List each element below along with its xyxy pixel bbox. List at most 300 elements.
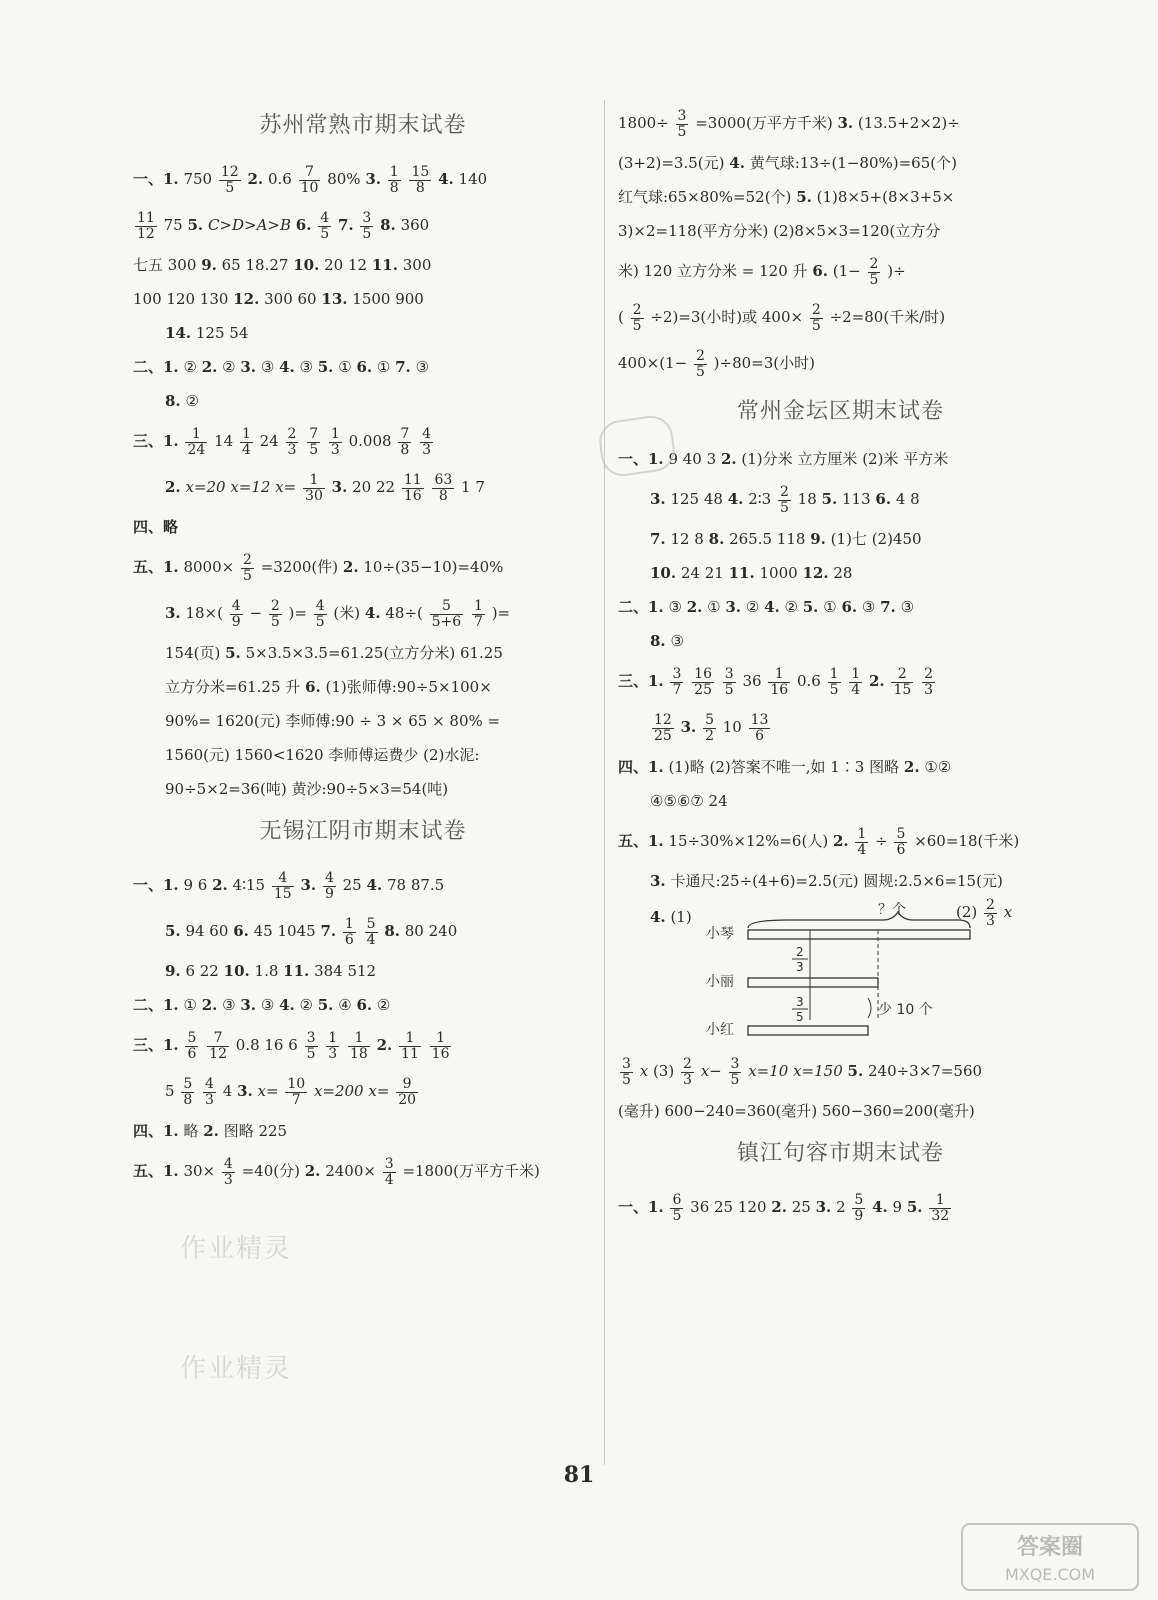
- answer: 113: [842, 490, 871, 508]
- answer: (1)8×5+(8×3+5×: [816, 188, 955, 206]
- answer: 10: [722, 718, 742, 736]
- q-label: 8.: [165, 392, 181, 410]
- answer: x−: [700, 1062, 722, 1080]
- fraction: $\frac{5}{6}$: [896, 825, 906, 858]
- fraction: $\frac{1}{3}$: [330, 425, 340, 458]
- answer: 18×(: [185, 604, 223, 622]
- fraction: $\frac{4}{3}$: [223, 1155, 233, 1188]
- fraction: $\frac{13}{6}$: [750, 711, 769, 744]
- answer: x=200 x=: [313, 1082, 390, 1100]
- answer-line: [133, 1022, 593, 1068]
- q-label: 2.: [376, 1036, 393, 1054]
- answer: ③: [861, 598, 876, 616]
- answer: 300 60: [264, 290, 317, 308]
- fraction: $\frac{2}{3}$: [287, 425, 297, 458]
- fraction: $\frac{7}{12}$: [209, 1029, 227, 1062]
- fraction: $\frac{2}{15}$: [893, 665, 912, 698]
- answer: ②: [299, 996, 313, 1014]
- q-label: 5.: [187, 216, 204, 234]
- q-label: 2.: [304, 1162, 321, 1180]
- frac-label: 5: [796, 1010, 804, 1024]
- answer-line: [133, 590, 593, 636]
- q-label: 6.: [305, 678, 321, 696]
- answer-line: 90÷5×2=36(吨) 黄沙:90÷5×3=54(吨): [165, 780, 449, 798]
- answer: 750: [183, 170, 213, 188]
- fraction: $\frac{9}{20}$: [398, 1075, 417, 1108]
- q-label: 2.: [201, 358, 218, 376]
- answer: 米) 120 立方分米 = 120 升: [618, 262, 808, 280]
- fraction: $\frac{12}{25}$: [654, 711, 672, 744]
- answer: 65 18.27: [221, 256, 289, 274]
- fraction: $\frac{4}{3}$: [422, 425, 431, 458]
- fraction: $\frac{3}{7}$: [672, 665, 682, 698]
- q-label: 2.: [903, 758, 920, 776]
- q-label: 五、1.: [133, 1162, 179, 1180]
- page-number: 81: [563, 1462, 595, 1488]
- q-label: 12.: [233, 290, 260, 308]
- answer: 18: [797, 490, 817, 508]
- site-watermark-logo: [960, 1522, 1140, 1592]
- answer: ①: [823, 598, 837, 616]
- answer: ①②: [924, 758, 952, 776]
- answer-line: [618, 658, 1063, 704]
- answer: 20 12: [324, 256, 368, 274]
- answer: 80%: [327, 170, 361, 188]
- q-label: 10.: [293, 256, 320, 274]
- answer-line: [133, 862, 593, 908]
- answer: 24 21: [680, 564, 724, 582]
- answer: −: [249, 604, 263, 622]
- answer: 25: [342, 876, 362, 894]
- answer-line: [133, 384, 593, 418]
- answer: 9: [892, 1198, 903, 1216]
- answer-line: [618, 340, 1063, 386]
- bar-xiaoli: [748, 978, 878, 987]
- fraction: $\frac{1}{32}$: [931, 1191, 950, 1224]
- answer: 154(页): [165, 644, 221, 662]
- answer: ③: [260, 996, 275, 1014]
- q-label: 10.: [223, 962, 250, 980]
- fraction: $\frac{4}{5}$: [315, 597, 325, 630]
- q-label: 11.: [283, 962, 310, 980]
- fraction: $\frac{2}{5}$: [632, 301, 642, 334]
- answer: )=: [288, 604, 307, 622]
- answer: 25: [791, 1198, 811, 1216]
- q-label: 三、1.: [133, 1036, 179, 1054]
- answer: 400×(1−: [618, 354, 688, 372]
- answer-line: (毫升) 600−240=360(毫升) 560−360=200(毫升): [618, 1102, 975, 1120]
- answer: x=10 x=150: [748, 1062, 843, 1080]
- fraction: $\frac{5}{8}$: [183, 1075, 193, 1108]
- q-label: 4.: [650, 908, 666, 926]
- q-label: 6.: [233, 922, 249, 940]
- q-label: 3.: [237, 1082, 253, 1100]
- q-label: 一、1.: [133, 170, 179, 188]
- answer-line: 3)×2=118(平方分米) (2)8×5×3=120(立方分: [618, 222, 941, 240]
- fraction: $\frac{2}{5}$: [779, 483, 789, 516]
- diagram-top-label: ？个: [878, 902, 906, 918]
- fraction: $\frac{1}{7}$: [474, 597, 483, 630]
- fraction: $\frac{5}{9}$: [854, 1191, 864, 1224]
- answer: 14: [214, 432, 234, 450]
- answer: 36: [742, 672, 762, 690]
- faded-watermark-text: 作业精灵: [180, 1354, 293, 1384]
- fraction: $\frac{6}{5}$: [672, 1191, 682, 1224]
- fraction: $\frac{1}{16}$: [431, 1029, 450, 1062]
- answer: 20 22: [352, 478, 396, 496]
- fraction: $\frac{11}{12}$: [137, 209, 155, 242]
- answer: (1)分米 立方厘米 (2)米 平方米: [741, 450, 949, 468]
- q-label: 5.: [847, 1062, 864, 1080]
- q-label: 3.: [300, 876, 317, 894]
- q-label: 11.: [371, 256, 398, 274]
- q-label: 2.: [832, 832, 849, 850]
- answer: 8000×: [183, 558, 235, 576]
- q-label: 3.: [165, 604, 181, 622]
- answer: (: [618, 308, 624, 326]
- answer: ②: [185, 392, 199, 410]
- answer: 5: [165, 1082, 175, 1100]
- q-label: 五、1.: [618, 832, 664, 850]
- answer-line: [133, 202, 593, 248]
- section-title-suzhou: 苏州常熟市期末试卷: [259, 113, 467, 138]
- q-label: 3.: [331, 478, 348, 496]
- q-label: 13.: [321, 290, 348, 308]
- answer-line: [618, 908, 692, 926]
- fraction: $\frac{1}{18}$: [349, 1029, 368, 1062]
- frac-label: 3: [796, 995, 804, 1009]
- answer: 2400×: [325, 1162, 376, 1180]
- answer: 384 512: [314, 962, 377, 980]
- q-label: 2.: [212, 876, 228, 894]
- q-label: 3.: [837, 114, 854, 132]
- answer: ÷2)=3(小时)或 400×: [650, 308, 804, 326]
- fraction: $\frac{1}{4}$: [241, 425, 251, 458]
- answer: =3200(件): [260, 558, 339, 576]
- fraction: $\frac{4}{15}$: [273, 869, 292, 902]
- fraction: $\frac{4}{5}$: [320, 209, 330, 242]
- q-label: 三、1.: [133, 432, 179, 450]
- answer: 略: [183, 1122, 199, 1140]
- q-label: 2.: [247, 170, 264, 188]
- answer: 45 1045: [253, 922, 316, 940]
- section-title-zhenjiang: 镇江句容市期末试卷: [736, 1141, 944, 1166]
- answer: 卡通尺:25÷(4+6)=2.5(元) 圆规:2.5×6=15(元): [670, 872, 1003, 890]
- brace-small: [868, 998, 871, 1018]
- q-label: 6.: [812, 262, 828, 280]
- fraction: $\frac{3}{5}$: [677, 107, 687, 140]
- answer-line: [133, 418, 593, 464]
- q-label: 4.: [727, 490, 744, 508]
- q-label: 二、1.: [618, 598, 664, 616]
- answer: 1.8: [254, 962, 279, 980]
- answer: (2): [956, 903, 978, 922]
- answer: ③: [260, 358, 275, 376]
- q-label: 3.: [680, 718, 697, 736]
- fraction: $\frac{2}{5}$: [695, 347, 705, 380]
- answer: ③: [222, 996, 236, 1014]
- answer-line: ④⑤⑥⑦ 24: [650, 792, 728, 810]
- q-label: 8.: [650, 632, 666, 650]
- answer: 100 120 130: [133, 290, 229, 308]
- answer: 360: [400, 216, 430, 234]
- q-label: 3.: [650, 490, 666, 508]
- answer: ②: [222, 358, 236, 376]
- fraction: $\frac{7}{5}$: [309, 425, 319, 458]
- answer: 0.6: [796, 672, 821, 690]
- answer: 0.008: [348, 432, 392, 450]
- answer: ②: [745, 598, 760, 616]
- answer: 80 240: [404, 922, 458, 940]
- q-label: 6.: [356, 358, 373, 376]
- answer: 24: [259, 432, 279, 450]
- answer-line: 90%= 1620(元) 李师傅:90 ÷ 3 × 65 × 80% =: [165, 712, 501, 730]
- fraction: $\frac{5}{6}$: [187, 1029, 197, 1062]
- q-label: 四、1.: [133, 1122, 179, 1140]
- answer-line: [133, 544, 593, 590]
- answer-line: [618, 522, 1063, 556]
- answer: (3): [652, 1062, 675, 1080]
- less-label: 少 10 个: [878, 1002, 933, 1018]
- fraction: $\frac{2}{3}$: [986, 897, 995, 929]
- q-label: 2.: [342, 558, 359, 576]
- brace-line: [748, 912, 970, 928]
- answer: 36 25 120: [690, 1198, 767, 1216]
- answer: ③: [670, 632, 684, 650]
- answer: (1)张师傅:90÷5×100×: [325, 678, 492, 696]
- fraction: $\frac{1}{8}$: [389, 163, 399, 196]
- answer: ②: [376, 996, 391, 1014]
- answer: 4 8: [895, 490, 920, 508]
- answer: 立方分米=61.25 升: [165, 678, 301, 696]
- q-label: 一、1.: [618, 1198, 664, 1216]
- fraction: $\frac{1}{5}$: [829, 665, 839, 698]
- fraction: $\frac{1}{11}$: [401, 1029, 419, 1062]
- frac-label: 3: [796, 960, 804, 974]
- answer: =3000(万平方千米): [695, 114, 833, 132]
- answer: 1800÷: [618, 114, 669, 132]
- answer: 240÷3×7=560: [867, 1062, 983, 1080]
- column-divider: [604, 100, 605, 1465]
- fraction: $\frac{3}{5}$: [362, 209, 372, 242]
- answer: 15÷30%×12%=6(人): [668, 832, 829, 850]
- q-label: 4.: [279, 996, 295, 1014]
- answer: 125 54: [195, 324, 249, 342]
- q-label: 4.: [366, 876, 383, 894]
- answer-line: [618, 294, 1063, 340]
- bar-diagram-block: [618, 898, 1063, 1048]
- q-label: 四、1.: [618, 758, 664, 776]
- row-label: 小红: [706, 1022, 734, 1038]
- q-label: 6.: [356, 996, 373, 1014]
- answer: (1)七 (2)450: [830, 530, 922, 548]
- right-column: [618, 100, 1063, 1230]
- answer: (米): [333, 604, 361, 622]
- answer-line: [618, 442, 1063, 476]
- fraction: $\frac{3}{5}$: [724, 665, 734, 698]
- answer-line: [618, 1048, 1063, 1094]
- q-label: 一、1.: [618, 450, 664, 468]
- answer: 4: [222, 1082, 233, 1100]
- q-label: 14.: [165, 324, 192, 342]
- q-label: 3.: [650, 872, 666, 890]
- fraction: $\frac{2}{3}$: [682, 1055, 692, 1088]
- q-label: 7.: [337, 216, 354, 234]
- bar-diagram: [688, 898, 1018, 1048]
- answer-line: [618, 100, 1063, 146]
- fraction: $\frac{11}{16}$: [403, 471, 422, 504]
- fraction: $\frac{3}{4}$: [384, 1155, 394, 1188]
- answer-line: [133, 1148, 593, 1194]
- q-label: 2.: [201, 996, 218, 1014]
- q-label: 6.: [841, 598, 858, 616]
- answer: ÷: [875, 832, 888, 850]
- q-label: 3.: [815, 1198, 832, 1216]
- answer-line: [133, 1114, 593, 1148]
- left-column: [133, 100, 593, 1194]
- fraction: $\frac{1}{16}$: [770, 665, 789, 698]
- fraction: $\frac{5}{4}$: [366, 915, 376, 948]
- answer: 七五 300: [133, 256, 197, 274]
- frac-label: 2: [796, 945, 804, 959]
- answer: 75: [163, 216, 183, 234]
- q-label: 4.: [364, 604, 381, 622]
- q-label: 6.: [295, 216, 312, 234]
- answer-line: [618, 704, 1063, 750]
- q-label: 2.: [686, 598, 703, 616]
- answer-line: [618, 590, 1063, 624]
- answer: 10÷(35−10)=40%: [363, 558, 504, 576]
- answer: 图略 225: [223, 1122, 288, 1140]
- answer: ③: [668, 598, 682, 616]
- fraction: $\frac{1}{30}$: [305, 471, 323, 504]
- fraction: $\frac{1}{4}$: [857, 825, 867, 858]
- q-label: 二、1.: [133, 996, 179, 1014]
- answer: ①: [183, 996, 197, 1014]
- answer: 1 7: [461, 478, 485, 496]
- fraction: $\frac{3}{5}$: [306, 1029, 316, 1062]
- q-label: 5.: [802, 598, 819, 616]
- answer: 300: [402, 256, 432, 274]
- q-label: 五、1.: [133, 558, 179, 576]
- answer: ×60=18(千米): [914, 832, 1020, 850]
- fraction: $\frac{2}{5}$: [869, 255, 879, 288]
- answer: 1500 900: [352, 290, 424, 308]
- answer: ÷2=80(千米/时): [829, 308, 946, 326]
- fraction: $\frac{1}{3}$: [328, 1029, 338, 1062]
- q-label: 3.: [240, 996, 257, 1014]
- faded-watermark-text: 作业精灵: [180, 1234, 293, 1264]
- answer: C>D>A>B: [207, 216, 292, 234]
- answer: 12 8: [670, 530, 704, 548]
- q-label: 8.: [384, 922, 400, 940]
- fraction: $\frac{7}{8}$: [400, 425, 410, 458]
- q-label: 5.: [317, 358, 334, 376]
- answer: ②: [183, 358, 197, 376]
- fraction: $\frac{12}{5}$: [220, 163, 239, 196]
- answer-line: [618, 248, 1063, 294]
- answer-line: [133, 1068, 593, 1114]
- answer: x=: [257, 1082, 279, 1100]
- fraction: $\frac{3}{5}$: [622, 1055, 631, 1088]
- answer: )÷: [887, 262, 906, 280]
- q-label: 9.: [810, 530, 826, 548]
- q-label: 9.: [165, 962, 181, 980]
- bar-xiaohong: [748, 1026, 868, 1035]
- answer: =1800(万平方千米): [402, 1162, 540, 1180]
- answer: 265.5 118: [729, 530, 806, 548]
- answer-line: [133, 248, 593, 282]
- q-label: 5.: [796, 188, 812, 206]
- answer: 2: [836, 1198, 846, 1216]
- answer: 4∶15: [232, 876, 266, 894]
- row-label: 小丽: [706, 974, 734, 990]
- answer-line: [133, 156, 593, 202]
- fraction: $\frac{2}{3}$: [924, 665, 933, 698]
- answer: 1000: [759, 564, 798, 582]
- q-label: 4.: [438, 170, 454, 188]
- fraction: $\frac{4}{3}$: [205, 1075, 214, 1108]
- answer: ①: [338, 358, 352, 376]
- answer: x: [1003, 903, 1013, 922]
- answer-line: [618, 476, 1063, 522]
- answer-line: [133, 350, 593, 384]
- q-label: 4.: [729, 154, 745, 172]
- answer: 9 6: [183, 876, 208, 894]
- q-label: 5.: [165, 922, 181, 940]
- q-label: 12.: [802, 564, 829, 582]
- svg-text:MXQE.COM: MXQE.COM: [1004, 1565, 1096, 1584]
- answer-line: [618, 556, 1063, 590]
- answer-line: [133, 670, 593, 704]
- q-label: 9.: [201, 256, 217, 274]
- q-label: 10.: [650, 564, 677, 582]
- fraction: $\frac{1}{4}$: [851, 665, 861, 698]
- answer: x: [639, 1062, 649, 1080]
- answer-line: [133, 954, 593, 988]
- q-label: 2.: [165, 478, 181, 496]
- q-label: 三、1.: [618, 672, 664, 690]
- fraction: $\frac{15}{8}$: [411, 163, 430, 196]
- answer: 黄气球:13÷(1−80%)=65(个): [749, 154, 957, 172]
- answer-line: [133, 988, 593, 1022]
- q-label: 5.: [906, 1198, 923, 1216]
- answer-line: [133, 908, 593, 954]
- answer-line: [618, 864, 1063, 898]
- row-label: 小琴: [706, 926, 734, 942]
- fraction: $\frac{1}{24}$: [187, 425, 206, 458]
- answer: =40(分): [241, 1162, 300, 1180]
- q-label: 一、1.: [133, 876, 179, 894]
- q-label: 2.: [771, 1198, 787, 1216]
- fraction: $\frac{5}{2}$: [705, 711, 714, 744]
- answer: 28: [833, 564, 853, 582]
- answer: 0.6: [267, 170, 292, 188]
- fraction: $\frac{2}{5}$: [242, 551, 252, 584]
- answer-line: [618, 818, 1063, 864]
- section-title-changzhou: 常州金坛区期末试卷: [736, 399, 944, 424]
- q-label: 3.: [365, 170, 381, 188]
- svg-text:答案圈: 答案圈: [1016, 1535, 1084, 1560]
- q-label: 4.: [764, 598, 780, 616]
- answer: 30×: [183, 1162, 216, 1180]
- answer: 红气球:65×80%=52(个): [618, 188, 792, 206]
- answer: ②: [784, 598, 798, 616]
- answer-line: [133, 636, 593, 670]
- answer: 48÷(: [385, 604, 423, 622]
- answer: 2∶3: [748, 490, 772, 508]
- fraction: $\frac{16}{25}$: [694, 665, 712, 698]
